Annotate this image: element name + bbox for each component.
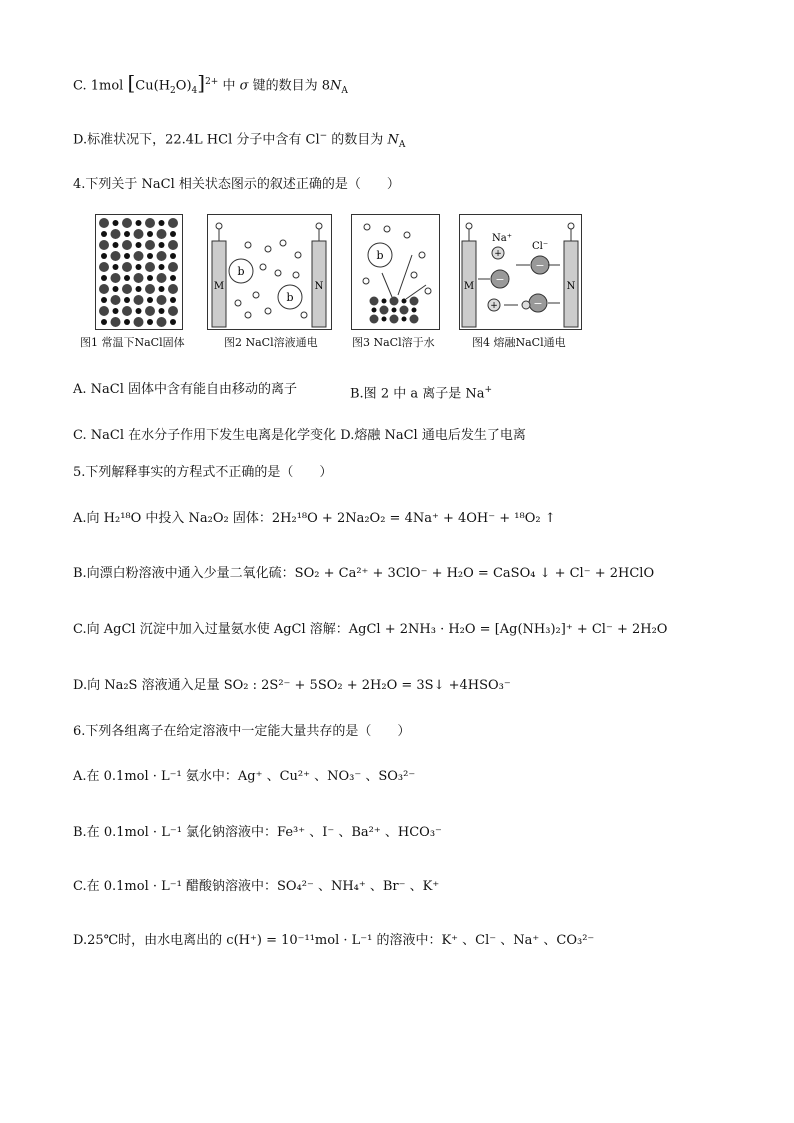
lattice-ion [101, 319, 107, 325]
lattice-ion [113, 264, 119, 270]
lattice-ion [99, 284, 109, 294]
lattice-ion [134, 229, 144, 239]
electrode-n: N [566, 281, 576, 292]
lattice-ion [134, 273, 144, 283]
lattice-ion [168, 262, 178, 272]
text: O [175, 78, 187, 94]
lattice-ion [382, 317, 387, 322]
lattice-ion [400, 306, 409, 315]
option-6c: C.在 0.1mol · L⁻¹ 醋酸钠溶液中：SO₄²⁻ 、NH₄⁺ 、Br⁻ 、K⁺ [73, 879, 440, 894]
lattice-ion [111, 317, 121, 327]
lattice-ion [159, 264, 165, 270]
minus-sign: − [535, 259, 545, 272]
electrolysis-diagram [208, 215, 331, 329]
lattice-ion [157, 251, 167, 261]
caption-1: 图1 常温下NaCl固体 [80, 336, 185, 349]
option-6a: A.在 0.1mol · L⁻¹ 氨水中：Ag⁺ 、Cu²⁺ 、NO₃⁻ 、SO₃²⁻ [73, 769, 416, 784]
text: 4 [191, 85, 198, 96]
caption-3: 图3 NaCl溶于水 [352, 336, 435, 349]
minus-sign: − [533, 297, 543, 310]
question-4: 4.下列关于 NaCl 相关状态图示的叙述正确的是（ ） [73, 177, 400, 192]
text: 键的数目为 8 [248, 78, 331, 94]
lattice-ion [392, 308, 397, 313]
option-d-3 [73, 126, 405, 155]
lattice-ion [382, 299, 387, 304]
lattice-ion [101, 297, 107, 303]
lattice-ion [101, 253, 107, 259]
lattice-ion [390, 297, 399, 306]
electrode-m: M [463, 281, 475, 292]
lattice-ion [122, 306, 132, 316]
option-6b: B.在 0.1mol · L⁻¹ 氯化钠溶液中：Fe³⁺ 、I⁻ 、Ba²⁺ 、HCO₃⁻ [73, 825, 442, 840]
lattice-ion [122, 262, 132, 272]
lattice-ion [170, 275, 176, 281]
option-4b [350, 380, 492, 404]
text: H [158, 78, 171, 94]
lattice-ion [410, 315, 419, 324]
lattice-ion [111, 273, 121, 283]
na-label: Na⁺ [492, 233, 512, 244]
lattice-ion [147, 275, 153, 281]
caption-2: 图2 NaCl溶液通电 [224, 336, 318, 349]
text: 2+ [205, 77, 219, 87]
lattice-ion [372, 308, 377, 313]
lattice-ion [124, 319, 130, 325]
lattice-ion [159, 242, 165, 248]
lattice-ion [136, 242, 142, 248]
text: 中 [218, 78, 240, 94]
lattice-ion [410, 297, 419, 306]
lattice-ion [168, 284, 178, 294]
molten-electrolysis-diagram [460, 215, 581, 329]
lattice-ion [101, 275, 107, 281]
lattice-ion [124, 297, 130, 303]
lattice-ion [113, 286, 119, 292]
dissolution-diagram [352, 215, 439, 329]
lattice-ion [99, 218, 109, 228]
plus-sign: + [494, 249, 502, 259]
lattice-ion [124, 231, 130, 237]
lattice-ion [170, 319, 176, 325]
text: σ [239, 78, 249, 94]
lattice-ion [136, 308, 142, 314]
text: Cu [135, 78, 154, 94]
text: N [330, 78, 342, 94]
lattice-ion [170, 297, 176, 303]
plus-sign: + [490, 301, 498, 311]
figure-4-molten-nacl-electrolysis [459, 214, 582, 330]
text: A [341, 85, 348, 96]
lattice-ion [111, 251, 121, 261]
lattice-ion [170, 253, 176, 259]
lattice-ion [370, 315, 379, 324]
lattice-ion [412, 308, 417, 313]
text: C. 1mol [73, 78, 124, 94]
lattice-ion [402, 317, 407, 322]
lattice-ion [157, 295, 167, 305]
option-6d: D.25℃时，由水电离出的 c(H⁺) = 10⁻¹¹mol · L⁻¹ 的溶液中：K⁺ 、Cl⁻ 、Na⁺ 、CO₃²⁻ [73, 933, 595, 948]
option-4a: A. NaCl 固体中含有能自由移动的离子 [73, 382, 298, 397]
question-6: 6.下列各组离子在给定溶液中一定能大量共存的是（ ） [73, 724, 411, 739]
lattice-ion [113, 308, 119, 314]
lattice-ion [111, 229, 121, 239]
lattice-ion [402, 299, 407, 304]
lattice-ion [168, 306, 178, 316]
lattice-ion [122, 218, 132, 228]
lattice-ion [147, 319, 153, 325]
option-5d: D.向 Na₂S 溶液通入足量 SO₂ : 2S²⁻ + 5SO₂ + 2H₂O = 3S↓ +4HSO₃⁻ [73, 678, 511, 693]
lattice-ion [147, 253, 153, 259]
lattice-ion [159, 286, 165, 292]
minus-sign: − [495, 273, 505, 286]
lattice-ion [145, 284, 155, 294]
lattice-ion [170, 231, 176, 237]
figure-3-nacl-dissolving [351, 214, 440, 330]
lattice-ion [147, 297, 153, 303]
ion-b-label: b [286, 291, 294, 304]
lattice-ion [136, 264, 142, 270]
lattice-ion [370, 297, 379, 306]
lattice-ion [134, 251, 144, 261]
lattice-ion [159, 308, 165, 314]
lattice-ion [136, 220, 142, 226]
lattice-ion [99, 240, 109, 250]
lattice-ion [157, 273, 167, 283]
option-5c: C.向 AgCl 沉淀中加入过量氨水使 AgCl 溶解：AgCl + 2NH₃ · H₂O = [Ag(NH₃)₂]⁺ + Cl⁻ + 2H₂O [73, 622, 668, 637]
lattice-ion [147, 231, 153, 237]
lattice-ion [124, 275, 130, 281]
lattice-ion [168, 218, 178, 228]
figure-2-nacl-solution-electrolysis [207, 214, 332, 330]
lattice-ion [124, 253, 130, 259]
electrode-n: N [314, 281, 324, 292]
option-c-3: C. 1mol $[Cu(H_2O)_4]^{2+}$ 中 σ 键的数目为 $8N_A$ [73, 70, 348, 96]
text: N [387, 132, 399, 148]
lattice-ion [122, 240, 132, 250]
lattice-ion [159, 220, 165, 226]
lattice-ion [145, 240, 155, 250]
lattice-ion [111, 295, 121, 305]
lattice-ion [113, 220, 119, 226]
lattice-ion [157, 229, 167, 239]
question-5: 5.下列解释事实的方程式不正确的是（ ） [73, 465, 333, 480]
lattice-ion [157, 317, 167, 327]
bracket: [ [127, 70, 136, 95]
text: A [398, 139, 406, 150]
lattice-ion [134, 317, 144, 327]
lattice-ion [122, 284, 132, 294]
text: − [319, 131, 328, 141]
electrode-m: M [213, 281, 225, 292]
lattice-ion [136, 286, 142, 292]
lattice-diagram [96, 215, 182, 329]
lattice-ion [168, 240, 178, 250]
lattice-ion [145, 262, 155, 272]
option-5a: A.向 H₂¹⁸O 中投入 Na₂O₂ 固体：2H₂¹⁸O + 2Na₂O₂ = 4Na⁺ + 4OH⁻ + ¹⁸O₂ ↑ [73, 511, 556, 526]
lattice-ion [101, 231, 107, 237]
figure-1-nacl-solid [95, 214, 183, 330]
option-4cd: C. NaCl 在水分子作用下发生电离是化学变化 D.熔融 NaCl 通电后发生了电离 [73, 428, 526, 443]
lattice-ion [99, 306, 109, 316]
lattice-ion [390, 315, 399, 324]
lattice-ion [145, 306, 155, 316]
option-5b: B.向漂白粉溶液中通入少量二氧化硫：SO₂ + Ca²⁺ + 3ClO⁻ + H₂O = CaSO₄ ↓ + Cl⁻ + 2HClO [73, 566, 655, 581]
ion-b-label: b [376, 249, 384, 262]
text: + [484, 385, 493, 395]
lattice-ion [380, 306, 389, 315]
caption-4: 图4 熔融NaCl通电 [472, 336, 566, 349]
lattice-ion [99, 262, 109, 272]
text: B.图 2 中 a 离子是 Na [350, 386, 485, 402]
lattice-ion [113, 242, 119, 248]
text: D.标准状况下，22.4L HCl 分子中含有 Cl [73, 132, 320, 148]
text: 的数目为 [327, 132, 388, 148]
lattice-ion [134, 295, 144, 305]
lattice-ion [145, 218, 155, 228]
cl-label: Cl⁻ [532, 241, 549, 252]
ion-b-label: b [237, 265, 245, 278]
bracket: ] [197, 70, 206, 95]
